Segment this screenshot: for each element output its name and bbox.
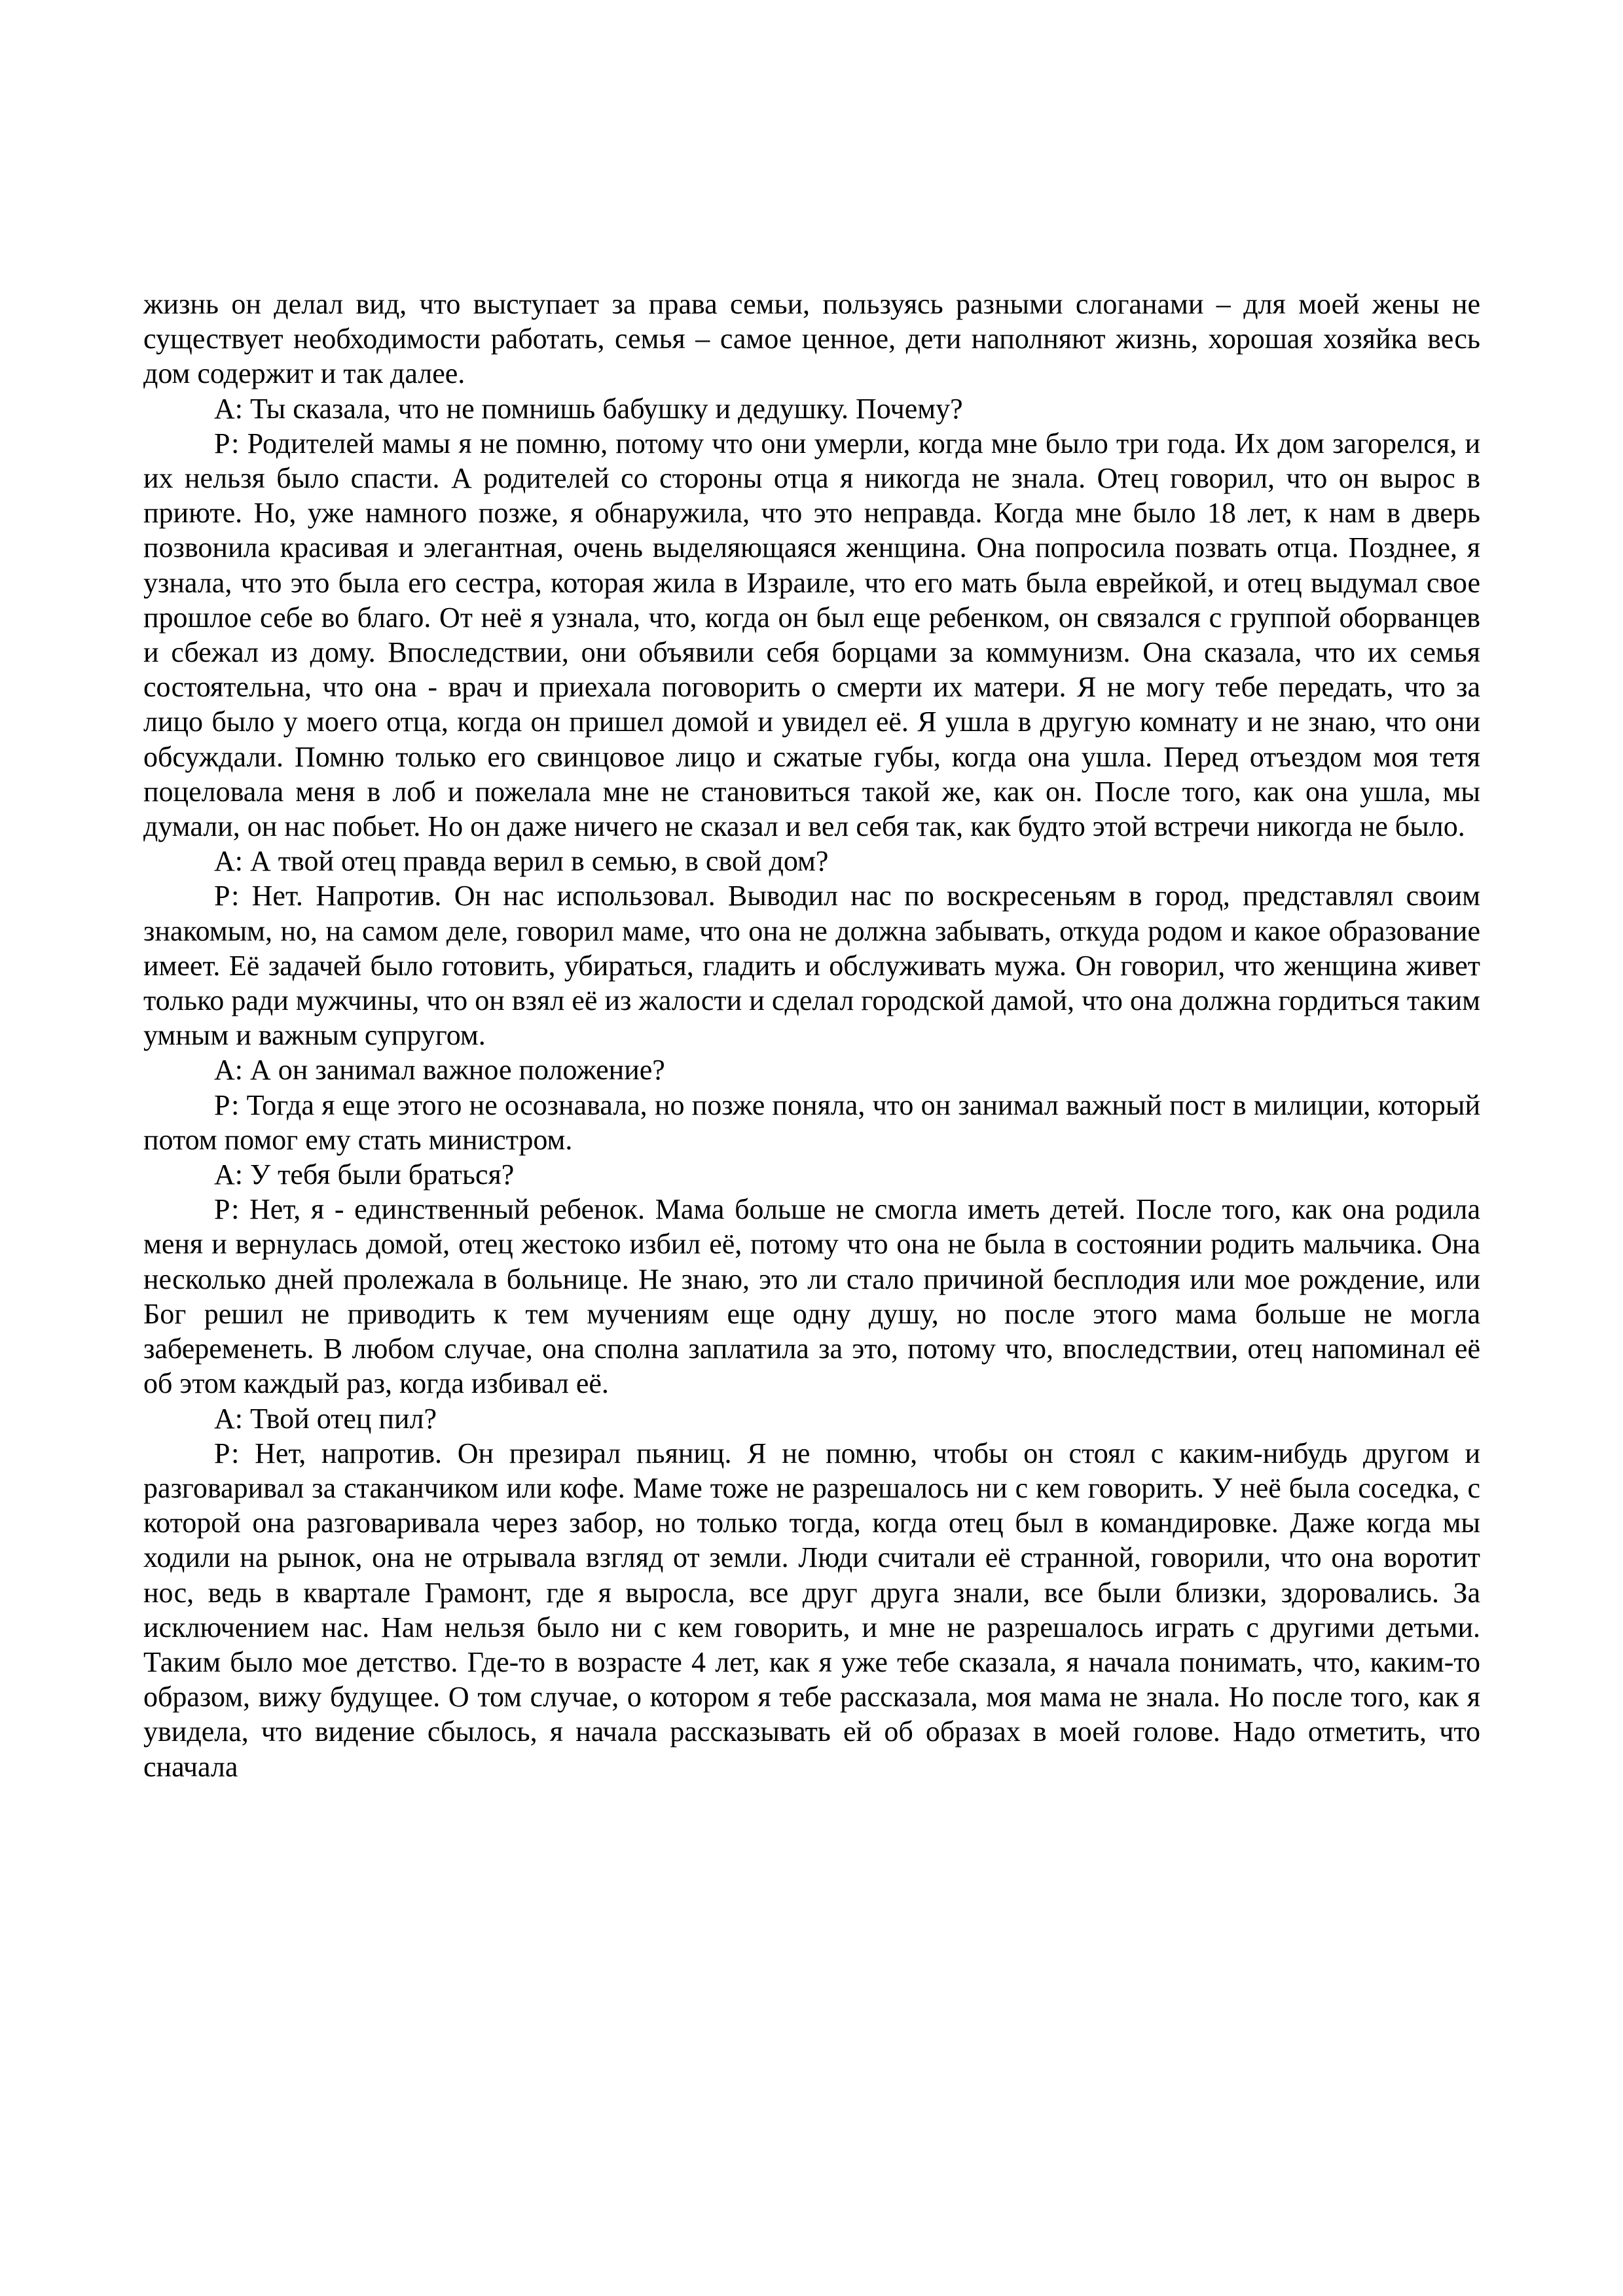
paragraph: Р: Тогда я еще этого не осознавала, но позже поняла, что он занимал важный пост в милиции, который потом помог ему стать министром. — [143, 1088, 1480, 1156]
paragraph: Р: Нет, напротив. Он презирал пьяниц. Я не помню, чтобы он стоял с каким-нибудь другом и разговаривал за стаканчиком или кофе. Маме тоже не разрешалось ни с кем говорить. У неё была соседка, с которой она разговаривала через забор, но только тогда, когда отец был в командировке. Даже когда мы ходили на рынок, она не отрывала взгляд от земли. Люди считали её странной, говорили, что она воротит нос, ведь в квартале Грамонт, где я выросла, все друг друга знали, все были близки, здоровались. За исключением нас. Нам нельзя было ни с кем говорить, и мне не разрешалось играть с другими детьми. Таким было мое детство. Где-то в возрасте 4 лет, как я уже тебе сказала, я начала понимать, что, каким-то образом, вижу будущее. О том случае, о котором я тебе рассказала, моя мама не знала. Но после того, как я увидела, что видение сбылось, я начала рассказывать ей об образах в моей голове. Надо отметить, что сначала — [143, 1437, 1480, 1783]
paragraph: А: Ты сказала, что не помнишь бабушку и дедушку. Почему? — [214, 392, 963, 425]
paragraph: жизнь он делал вид, что выступает за права семьи, пользуясь разными слоганами – для моей жены не существует необходимости работать, семья – самое ценное, дети наполняют жизнь, хорошая хозяйка весь дом содержит и так далее. — [143, 288, 1480, 390]
paragraph: Р: Родителей мамы я не помню, потому что они умерли, когда мне было три года. Их дом загорелся, и их нельзя было спасти. А родителей со стороны отца я никогда не знала. Отец говорил, что он вырос в приюте. Но, уже намного позже, я обнаружила, что это неправда. Когда мне было 18 лет, к нам в дверь позвонила красивая и элегантная, очень выделяющаяся женщина. Она попросила позвать отца. Позднее, я узнала, что это была его сестра, которая жила в Израиле, что его мать была еврейкой, и отец выдумал свое прошлое себе во благо. От неё я узнала, что, когда он был еще ребенком, он связался с группой оборванцев и сбежал из дому. Впоследствии, они объявили себя борцами за коммунизм. Она сказала, что их семья состоятельна, что она - врач и приехала поговорить о смерти их матери. Я не могу тебе передать, что за лицо было у моего отца, когда он пришел домой и увидел её. Я ушла в другую комнату и не знаю, что они обсуждали. Помню только его свинцовое лицо и сжатые губы, когда она ушла. Перед отъездом моя тетя поцеловала меня в лоб и пожелала мне не становиться такой же, как он. После того, как она ушла, мы думали, он нас побьет. Но он даже ничего не сказал и вел себя так, как будто этой встречи никогда не было. — [143, 427, 1480, 843]
paragraph: А: А он занимал важное положение? — [214, 1054, 665, 1086]
paragraph: Р: Нет. Напротив. Он нас использовал. Выводил нас по воскресеньям в город, представлял своим знакомым, но, на самом деле, говорил маме, что она не должна забывать, откуда родом и какое образование имеет. Её задачей было готовить, убираться, гладить и обслуживать мужа. Он говорил, что женщина живет только ради мужчины, что он взял её из жалости и сделал городской дамой, что она должна гордиться таким умным и важным супругом. — [143, 880, 1480, 1052]
body-text — [143, 287, 1480, 1784]
paragraph: А: У тебя были браться? — [214, 1158, 515, 1191]
paragraph: А: Твой отец пил? — [214, 1402, 437, 1435]
paragraph: А: А твой отец правда верил в семью, в свой дом? — [214, 845, 829, 878]
paragraph: Р: Нет, я - единственный ребенок. Мама больше не смогла иметь детей. После того, как она родила меня и вернулась домой, отец жестоко избил её, потому что она не была в состоянии родить мальчика. Она несколько дней пролежала в больнице. Не знаю, это ли стало причиной бесплодия или мое рождение, или Бог решил не приводить к тем мучениям еще одну душу, но после этого мама больше не могла забеременеть. В любом случае, она сполна заплатила за это, потому что, впоследствии, отец напоминал её об этом каждый раз, когда избивал её. — [143, 1193, 1480, 1400]
